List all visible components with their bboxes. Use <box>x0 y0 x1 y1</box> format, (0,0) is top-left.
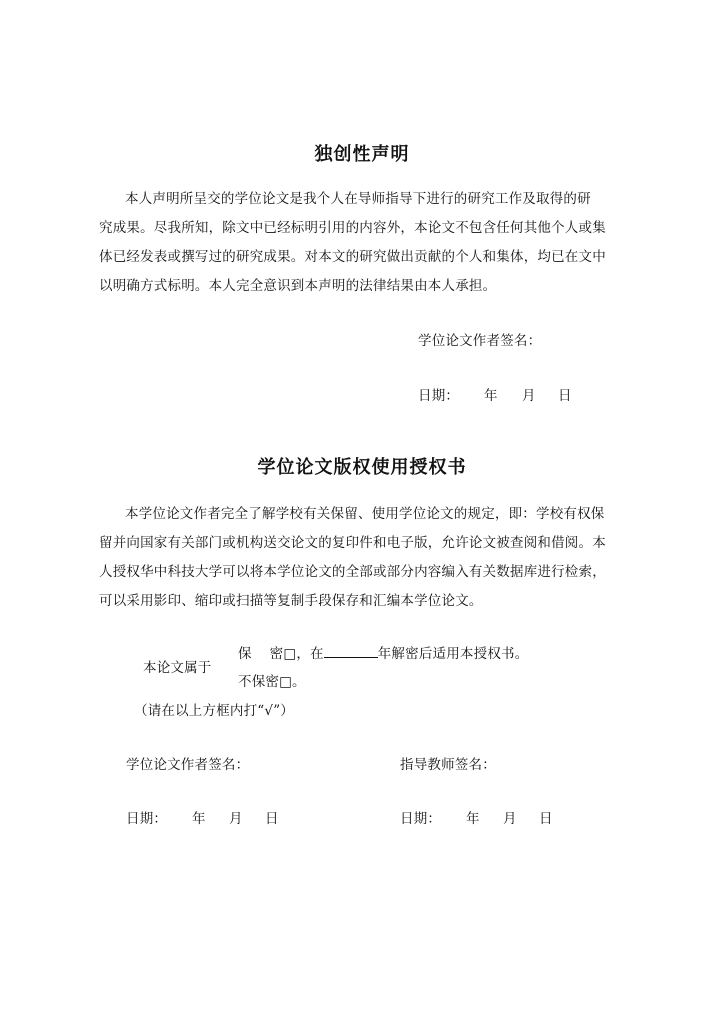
author-date-day: 日 <box>265 811 279 827</box>
decrypt-year-blank <box>324 645 378 658</box>
declaration-line-3: 体已经发表或撰写过的研究成果。对本文的研究做出贡献的个人和集体，均已在文中 <box>99 249 606 265</box>
declaration-date-label: 日期： <box>418 388 460 404</box>
author-date-month: 月 <box>229 811 243 827</box>
advisor-date-day: 日 <box>539 811 553 827</box>
author-date-label: 日期： <box>126 811 168 827</box>
declaration-author-signature: 学位论文作者签名： <box>418 333 542 349</box>
option-not-secret: 不保密□。 <box>238 674 306 690</box>
authorization-line-4: 可以采用影印、缩印或扫描等复制手段保存和汇编本学位论文。 <box>99 593 483 609</box>
declaration-year: 年 <box>484 388 498 404</box>
author-date-year: 年 <box>192 811 206 827</box>
authorization-line-2: 留并向国家有关部门或机构送交论文的复印件和电子版，允许论文被查阅和借阅。本 <box>99 535 606 551</box>
authorization-line-1: 本学位论文作者完全了解学校有关保留、使用学位论文的规定，即：学校有权保 <box>125 506 605 522</box>
checkbox-instruction: （请在以上方框内打“√”） <box>134 703 295 719</box>
option-secret-prefix: 保 密□，在 <box>238 646 324 662</box>
declaration-day: 日 <box>558 388 572 404</box>
advisor-signature: 指导教师签名： <box>400 757 496 773</box>
belongs-label: 本论文属于 <box>143 660 212 676</box>
advisor-date-month: 月 <box>503 811 517 827</box>
option-secret <box>238 642 528 662</box>
advisor-date-label: 日期： <box>400 811 442 827</box>
authorization-title: 学位论文版权使用授权书 <box>257 457 467 478</box>
advisor-date-year: 年 <box>466 811 480 827</box>
declaration-line-1: 本人声明所呈交的学位论文是我个人在导师指导下进行的研究工作及取得的研 <box>125 191 591 207</box>
declaration-month: 月 <box>522 388 536 404</box>
authorization-line-3: 人授权华中科技大学可以将本学位论文的全部或部分内容编入有关数据库进行检索， <box>99 564 606 580</box>
declaration-line-2: 究成果。尽我所知，除文中已经标明引用的内容外，本论文不包含任何其他个人或集 <box>99 220 606 236</box>
authorization-author-signature: 学位论文作者签名： <box>126 757 250 773</box>
declaration-title: 独创性声明 <box>314 144 410 165</box>
option-secret-suffix: 年解密后适用本授权书。 <box>377 646 529 662</box>
declaration-line-4: 以明确方式标明。本人完全意识到本声明的法律结果由本人承担。 <box>99 278 497 294</box>
